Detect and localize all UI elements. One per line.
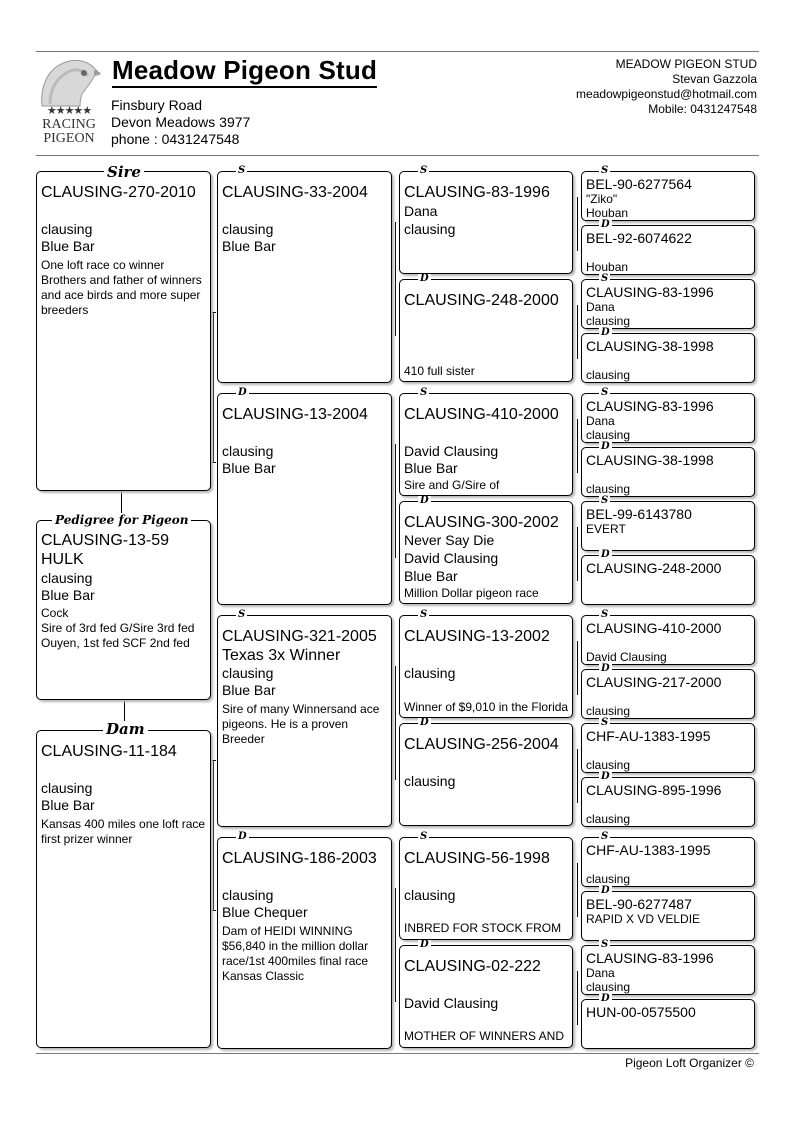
connector-col4: [577, 749, 578, 803]
gen4-box[interactable]: [581, 555, 755, 605]
gen4-box[interactable]: [581, 501, 755, 551]
gen3-sex-label: S: [420, 165, 428, 176]
gen4-ring: BEL-92-6074622: [586, 230, 692, 246]
gen3-name: Dana: [404, 203, 438, 219]
dam-breeder: clausing: [41, 780, 93, 796]
gen4-box[interactable]: [581, 333, 755, 383]
gen4-box[interactable]: [581, 777, 755, 827]
gen4-line3: clausing: [586, 428, 631, 442]
gen2-ring: CLAUSING-321-2005: [222, 628, 377, 645]
gen3-box[interactable]: [399, 501, 573, 604]
gen2-sex-label: S: [238, 165, 246, 176]
gen3-ring: CLAUSING-300-2002: [404, 514, 559, 531]
gen4-box[interactable]: [581, 891, 755, 941]
pigeon-head-icon: [36, 56, 102, 108]
dam-color: Blue Bar: [41, 797, 95, 813]
gen3-ring: CLAUSING-248-2000: [404, 292, 559, 309]
footer-rule: [36, 1053, 759, 1054]
gen3-ring: CLAUSING-410-2000: [404, 406, 559, 423]
dam-notes: Kansas 400 miles one loft race first prizer winner: [41, 817, 206, 846]
gen4-sex-label: D: [601, 327, 610, 338]
gen4-line2: Dana: [586, 966, 615, 980]
gen2-sex-label: S: [238, 609, 246, 620]
gen4-line3: clausing: [586, 704, 631, 718]
gen4-box[interactable]: [581, 615, 755, 665]
gen2-sex-label: D: [238, 831, 247, 842]
gen2-breeder: clausing: [222, 221, 274, 237]
gen4-line3: clausing: [586, 758, 631, 772]
gen3-ring: CLAUSING-256-2004: [404, 736, 559, 753]
subject-sex: Cock: [41, 606, 69, 620]
gen4-sex-label: S: [601, 495, 609, 506]
gen2-ring: CLAUSING-13-2004: [222, 406, 368, 423]
gen3-breeder: clausing: [404, 773, 456, 789]
gen4-line3: clausing: [586, 812, 631, 826]
gen2-ring: CLAUSING-186-2003: [222, 850, 377, 867]
gen2-ring: CLAUSING-33-2004: [222, 184, 368, 201]
gen2-box[interactable]: [217, 393, 392, 605]
connector-col4: [577, 305, 578, 359]
gen2-color: Blue Chequer: [222, 904, 308, 920]
sire-breeder: clausing: [41, 221, 93, 237]
gen4-ring: CLAUSING-83-1996: [586, 284, 714, 300]
header-top-rule: [36, 51, 759, 52]
gen2-breeder: clausing: [222, 887, 274, 903]
gen4-box[interactable]: [581, 669, 755, 719]
gen4-box[interactable]: [581, 171, 755, 221]
gen4-sex-label: S: [601, 165, 609, 176]
gen3-ring: CLAUSING-02-222: [404, 958, 541, 975]
connector-col2a: [213, 312, 214, 462]
gen4-ring: CHF-AU-1383-1995: [586, 728, 711, 744]
connector-col4: [577, 197, 578, 251]
gen3-breeder: clausing: [404, 665, 456, 681]
connector-col2b: [213, 760, 214, 910]
gen4-line3: clausing: [586, 314, 631, 328]
gen4-ring: CLAUSING-248-2000: [586, 560, 722, 576]
gen4-line2: EVERT: [586, 522, 626, 536]
gen4-box[interactable]: [581, 945, 755, 995]
gen3-sex-label: D: [420, 273, 429, 284]
gen2-color: Blue Bar: [222, 682, 276, 698]
gen4-line3: Houban: [586, 206, 629, 220]
gen4-box[interactable]: [581, 447, 755, 497]
gen4-sex-label: D: [601, 219, 610, 230]
logo-text-pigeon: PIGEON: [43, 131, 95, 146]
gen4-box[interactable]: [581, 999, 755, 1049]
gen3-sex-label: S: [420, 831, 428, 842]
gen3-sex-label: D: [420, 495, 429, 506]
gen4-ring: CLAUSING-83-1996: [586, 950, 714, 966]
gen4-line3: clausing: [586, 872, 631, 886]
connector-col3a: [395, 222, 396, 336]
gen4-ring: CLAUSING-38-1998: [586, 338, 714, 354]
gen4-box[interactable]: [581, 837, 755, 887]
gen2-name: Texas 3x Winner: [222, 647, 341, 664]
connector-col4: [577, 863, 578, 917]
connector-col4: [577, 527, 578, 581]
connector-col3b: [395, 444, 396, 558]
gen4-ring: HUN-00-0575500: [586, 1004, 696, 1020]
gen3-name: Never Say Die: [404, 532, 495, 548]
gen4-sex-label: S: [601, 273, 609, 284]
gen3-box[interactable]: [399, 279, 573, 382]
gen3-notes: Million Dollar pigeon race: [404, 586, 539, 600]
header-bottom-rule: [36, 155, 759, 156]
footer-credit: Pigeon Loft Organizer ©: [625, 1056, 754, 1070]
gen3-notes: Winner of $9,010 in the Florida: [404, 700, 569, 714]
gen3-box[interactable]: [399, 723, 573, 826]
gen4-box[interactable]: [581, 723, 755, 773]
owner-mobile: Mobile: 0431247548: [648, 102, 757, 116]
stud-name: Meadow Pigeon Stud: [112, 55, 377, 88]
gen2-color: Blue Bar: [222, 238, 276, 254]
racing-pigeon-logo: [36, 56, 102, 148]
gen3-notes: MOTHER OF WINNERS AND: [404, 1029, 565, 1043]
gen3-notes: Sire and G/Sire of: [404, 478, 500, 492]
gen4-line3: clausing: [586, 482, 631, 496]
gen4-line3: clausing: [586, 368, 631, 382]
gen3-sex-label: D: [420, 717, 429, 728]
gen4-ring: CLAUSING-217-2000: [586, 674, 722, 690]
sire-box[interactable]: [36, 171, 211, 491]
subject-notes: Sire of 3rd fed G/Sire 3rd fed Ouyen, 1st fed SCF 2nd fed: [41, 621, 195, 650]
gen2-box[interactable]: [217, 171, 392, 383]
gen4-ring: CLAUSING-83-1996: [586, 398, 714, 414]
gen4-line2: RAPID X VD VELDIE: [586, 912, 701, 926]
gen3-sex-label: S: [420, 609, 428, 620]
gen4-line2: "Ziko": [586, 192, 618, 206]
sire-ring: CLAUSING-270-2010: [41, 184, 196, 201]
gen4-sex-label: D: [601, 771, 610, 782]
gen2-breeder: clausing: [222, 665, 274, 681]
subject-box[interactable]: [36, 520, 211, 700]
gen3-breeder: David Clausing: [404, 443, 499, 459]
subject-name: HULK: [41, 551, 84, 568]
connector-col4: [577, 419, 578, 473]
logo-stars: ★★★★★: [46, 105, 92, 117]
gen4-sex-label: S: [601, 609, 609, 620]
owner-email: meadowpigeonstud@hotmail.com: [576, 87, 757, 101]
gen4-ring: CLAUSING-895-1996: [586, 782, 722, 798]
gen4-sex-label: D: [601, 663, 610, 674]
gen4-sex-label: S: [601, 939, 609, 950]
gen2-breeder: clausing: [222, 443, 274, 459]
gen4-ring: BEL-90-6277564: [586, 176, 692, 192]
gen4-sex-label: S: [601, 717, 609, 728]
gen3-ring: CLAUSING-83-1996: [404, 184, 550, 201]
phone-line: phone : 0431247548: [111, 131, 240, 147]
address-line2: Devon Meadows 3977: [111, 114, 251, 130]
dam-ring: CLAUSING-11-184: [41, 743, 177, 760]
gen3-color: Blue Bar: [404, 568, 458, 584]
gen3-ring: CLAUSING-56-1998: [404, 850, 550, 867]
gen3-notes: 410 full sister: [404, 364, 475, 378]
subject-breeder: clausing: [41, 570, 93, 586]
logo-text-racing: RACING: [42, 117, 96, 132]
gen4-line3: Houban: [586, 260, 629, 274]
subject-ring: CLAUSING-13-59: [41, 532, 170, 549]
gen4-sex-label: D: [601, 885, 610, 896]
gen4-sex-label: S: [601, 831, 609, 842]
dam-box[interactable]: [36, 730, 211, 1048]
gen3-sex-label: S: [420, 387, 428, 398]
gen3-box[interactable]: [399, 945, 573, 1048]
sire-color: Blue Bar: [41, 238, 95, 254]
gen4-box[interactable]: [581, 393, 755, 443]
connector-col4: [577, 641, 578, 695]
gen4-ring: CLAUSING-38-1998: [586, 452, 714, 468]
gen3-sex-label: D: [420, 939, 429, 950]
gen2-notes: Sire of many Winnersand ace pigeons. He is a proven Breeder: [222, 702, 380, 746]
gen3-breeder: David Clausing: [404, 995, 499, 1011]
gen4-box[interactable]: [581, 225, 755, 275]
gen4-line2: Dana: [586, 414, 615, 428]
sire-label: Sire: [104, 164, 144, 180]
gen4-line2: Dana: [586, 300, 615, 314]
gen2-notes: Dam of HEIDI WINNING $56,840 in the million dollar race/1st 400miles final race Kansas Classic: [222, 924, 369, 983]
connector-col3d: [395, 888, 396, 1002]
address-line1: Finsbury Road: [111, 97, 203, 113]
gen3-breeder: clausing: [404, 887, 456, 903]
subject-color: Blue Bar: [41, 587, 95, 603]
gen3-box[interactable]: [399, 837, 573, 940]
gen4-sex-label: S: [601, 387, 609, 398]
pedigree-for-label: Pedigree for Pigeon: [52, 513, 191, 527]
gen4-ring: BEL-99-6143780: [586, 506, 692, 522]
gen3-notes: INBRED FOR STOCK FROM: [404, 921, 562, 935]
gen3-breeder: David Clausing: [404, 550, 499, 566]
gen2-box[interactable]: [217, 615, 392, 827]
connector-col4: [577, 971, 578, 1025]
gen2-color: Blue Bar: [222, 460, 276, 476]
gen4-sex-label: D: [601, 441, 610, 452]
sire-notes: One loft race co winner Brothers and father of winners and ace birds and more super breeders: [41, 258, 202, 317]
gen4-sex-label: D: [601, 549, 610, 560]
gen4-line3: David Clausing: [586, 650, 667, 664]
gen4-ring: CLAUSING-410-2000: [586, 620, 722, 636]
gen4-sex-label: D: [601, 993, 610, 1004]
owner-name: Stevan Gazzola: [672, 72, 757, 86]
gen3-box[interactable]: [399, 393, 573, 496]
gen3-breeder: clausing: [404, 221, 456, 237]
gen3-box[interactable]: [399, 171, 573, 274]
gen4-line3: clausing: [586, 980, 631, 994]
owner-stud-name: MEADOW PIGEON STUD: [615, 57, 757, 71]
gen4-ring: CHF-AU-1383-1995: [586, 842, 711, 858]
gen3-color: Blue Bar: [404, 460, 458, 476]
gen3-box[interactable]: [399, 615, 573, 718]
dam-label: Dam: [103, 721, 148, 737]
gen2-sex-label: D: [238, 387, 247, 398]
gen4-ring: BEL-90-6277487: [586, 896, 692, 912]
gen2-box[interactable]: [217, 837, 392, 1049]
gen4-box[interactable]: [581, 279, 755, 329]
connector-col3c: [395, 666, 396, 780]
gen3-ring: CLAUSING-13-2002: [404, 628, 550, 645]
